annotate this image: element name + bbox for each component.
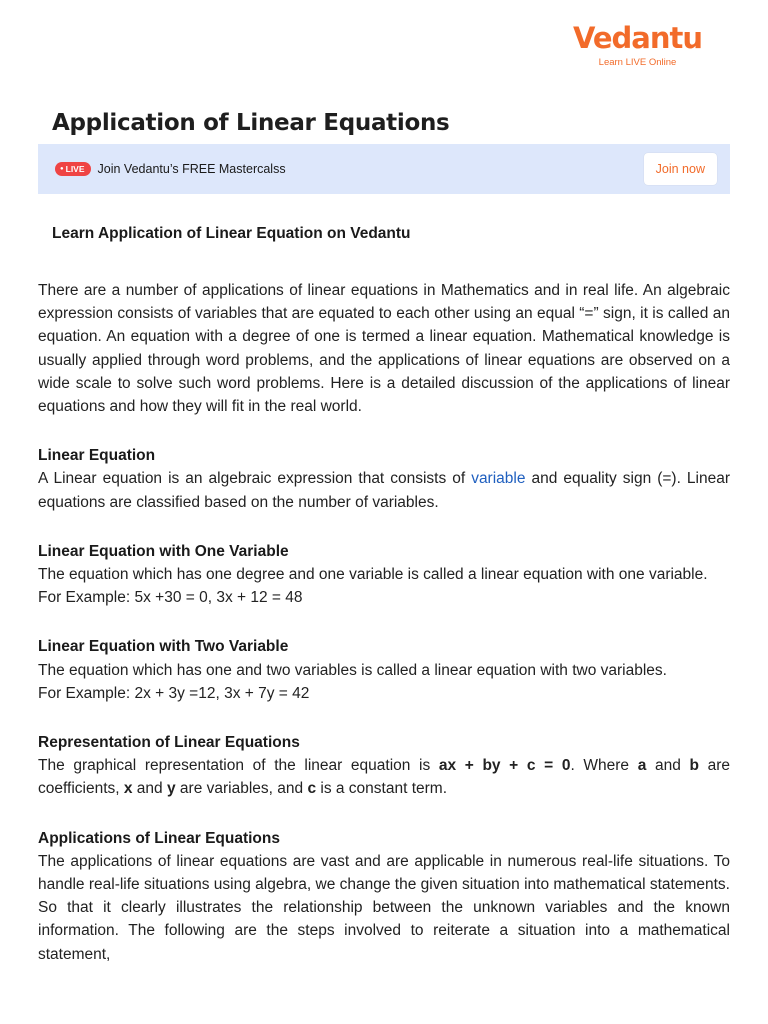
logo-tagline: Learn LIVE Online <box>598 57 677 68</box>
banner-message <box>55 162 286 177</box>
page-title: Application of Linear Equations <box>52 110 450 136</box>
one-variable-paragraph: The equation which has one degree and one variable is called a linear equation with one variable. <box>38 566 708 584</box>
intro-paragraph: There are a number of applications of linear equations in Mathematics and in real life. An algebraic expression consists of variables that are equated to each other using an equal “=” sign, it is called an equation. An equation with a degree of one is termed a linear equation. Mathematical knowledge is usually applied through word problems, and the applications of linear equations are observed on a wide scale to solve such word problems. Here is a detailed discussion of the applications of linear equations and how they will fit in the real world. <box>38 282 730 416</box>
one-variable-heading: Linear Equation with One Variable <box>38 542 289 560</box>
join-now-button[interactable]: Join now <box>644 153 717 185</box>
live-badge <box>55 162 91 177</box>
one-variable-example: For Example: 5x +30 = 0, 3x + 12 = 48 <box>38 589 303 607</box>
representation-heading: Representation of Linear Equations <box>38 734 300 752</box>
masterclass-banner <box>38 144 730 194</box>
article-body <box>38 279 730 966</box>
live-dot-icon: ● <box>60 166 64 172</box>
two-variable-heading: Linear Equation with Two Variable <box>38 638 289 656</box>
two-variable-example: For Example: 2x + 3y =12, 3x + 7y = 42 <box>38 684 310 702</box>
two-variable-paragraph: The equation which has one and two variables is called a linear equation with two variables. <box>38 661 667 679</box>
live-badge-label: LIVE <box>65 163 85 174</box>
banner-text: Join Vedantu’s FREE Mastercalss <box>97 162 286 176</box>
section-subtitle: Learn Application of Linear Equation on Vedantu <box>52 225 411 242</box>
logo-wordmark: Vedantu <box>572 21 702 55</box>
linear-equation-paragraph: A Linear equation is an algebraic expression that consists of variable and equality sign (=). Linear equations are classified based on the number of variables. <box>38 470 730 511</box>
variable-link[interactable]: variable <box>471 470 526 488</box>
vedantu-logo[interactable] <box>572 21 702 68</box>
general-equation: ax + by + c = 0 <box>438 757 571 775</box>
linear-equation-heading: Linear Equation <box>38 447 156 465</box>
applications-paragraph: The applications of linear equations are vast and are applicable in numerous real-life situations. To handle real-life situations using algebra, we change the given situation into mathematical statements. So that it clearly illustrates the relationship between the unknown variables and the known information. The following are the steps involved to reiterate a situation into a mathematical statement, <box>38 852 730 963</box>
applications-heading: Applications of Linear Equations <box>38 829 280 847</box>
representation-paragraph: The graphical representation of the linear equation is ax + by + c = 0. Where a and b are coefficients, x and y are variables, and c is a constant term. <box>38 757 730 798</box>
